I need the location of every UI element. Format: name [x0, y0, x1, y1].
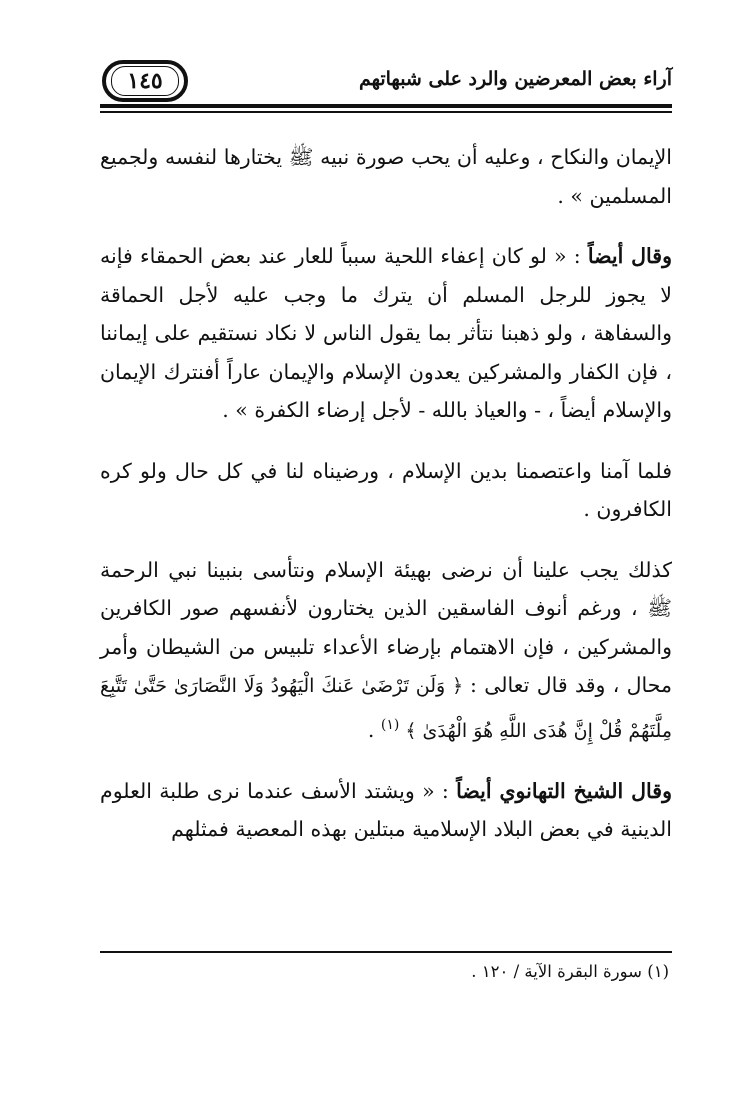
- paragraph-text: : « لو كان إعفاء اللحية سبباً للعار عند بعض الحمقاء فإنه لا يجوز للرجل المسلم أن يترك ما وجب عليه لأجل الحماقة والسفاهة ، ولو ذهبنا نتأثر بما يقول الناس لا نكاد نستقيم على إيماننا ، فإن الكفار والمشركين يعدون الإسلام والإيمان عاراً أفنترك الإيمان والإسلام أيضاً ، - والعياذ بالله - لأجل إرضاء الكفرة » .: [100, 244, 672, 422]
- running-title: آراء بعض المعرضين والرد على شبهاتهم: [358, 68, 672, 90]
- footnote: (١) سورة البقرة الآية / ١٢٠ .: [471, 962, 669, 981]
- page-header: [100, 58, 672, 108]
- page-number-badge: [102, 60, 188, 102]
- body-text: [100, 138, 672, 871]
- paragraph-tail: .: [367, 717, 381, 742]
- footnote-rule: [100, 951, 672, 953]
- speaker-label: وقال أيضاً: [587, 244, 672, 268]
- paragraph-2: [100, 237, 672, 430]
- page-number: ١٤٥: [111, 66, 179, 96]
- paragraph-4: [100, 551, 672, 750]
- paragraph-text: فلما آمنا واعتصمنا بدين الإسلام ، ورضيناه لنا في كل حال ولو كره الكافرون .: [100, 458, 672, 521]
- header-rule-thick: [100, 104, 672, 108]
- footnote-marker: (١): [380, 716, 400, 733]
- header-rule-thin: [100, 111, 672, 113]
- paragraph-text: : « ويشتد الأسف عندما نرى طلبة العلوم الدينية في بعض البلاد الإسلامية مبتلين بهذه المعصية فمثلهم: [100, 778, 672, 842]
- paragraph-text: الإيمان والنكاح ، وعليه أن يحب صورة نبيه ﷺ يختارها لنفسه ولجميع المسلمين » .: [100, 145, 672, 208]
- paragraph-text: كذلك يجب علينا أن نرضى بهيئة الإسلام ونتأسى بنبينا نبي الرحمة ﷺ ، ورغم أنوف الفاسقين الذين يختارون لأنفسهم صور الكافرين والمشركين ، فإن الاهتمام بإرضاء الأعداء تلبيس من الشيطان وأمر محال ، وقد قال تعالى :: [100, 557, 672, 697]
- paragraph-5: [100, 772, 672, 849]
- quran-verse: ﴿ وَلَن تَرْضَىٰ عَنكَ الْيَهُودُ وَلَا النَّصَارَىٰ حَتَّىٰ تَتَّبِعَ مِلَّتَهُمْ قُلْ إِنَّ هُدَى اللَّهِ هُوَ الْهُدَىٰ ﴾: [100, 675, 672, 742]
- paragraph-3: [100, 452, 672, 529]
- paragraph-1: [100, 138, 672, 215]
- speaker-label: وقال الشيخ التهانوي أيضاً: [456, 778, 672, 803]
